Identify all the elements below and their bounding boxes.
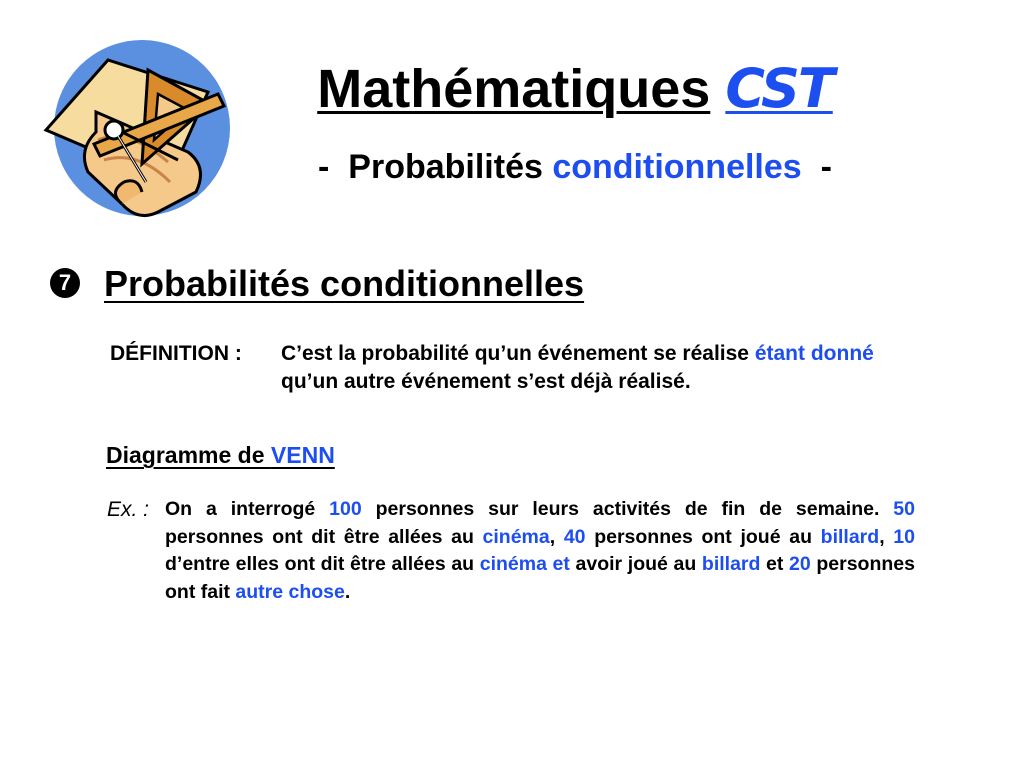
page-subtitle [250, 147, 900, 187]
example-highlight: billard [701, 553, 761, 575]
example-highlight: 40 [563, 525, 586, 548]
example-segment: d’entre elles ont dit être allées au [165, 553, 480, 575]
example-segment: personnes sur leurs activités de fin de semaine. [361, 498, 894, 520]
section-number-badge: 7 [50, 268, 80, 298]
definition-label: DÉFINITION : [110, 342, 242, 365]
example-text [165, 496, 915, 606]
section-heading [50, 262, 584, 306]
example-highlight: 50 [893, 498, 915, 520]
math-tools-clipart-icon [38, 32, 234, 228]
example-highlight: cinéma [482, 525, 550, 548]
example-label: Ex. : [107, 498, 150, 521]
page-title [250, 58, 900, 120]
definition-text-before: C’est la probabilité qu’un événement se réalise [281, 342, 755, 365]
example-segment: On a interrogé [165, 498, 330, 520]
venn-label: Diagramme de [106, 442, 271, 468]
example-segment: , [549, 525, 564, 548]
example-highlight: 10 [893, 525, 915, 548]
example-segment: personnes ont fait [165, 553, 915, 603]
title-accent: CST [725, 57, 833, 120]
definition-text [281, 340, 921, 396]
example-segment: avoir joué au [569, 553, 702, 575]
title-main: Mathématiques [317, 59, 711, 119]
example-segment: personnes ont dit être allées au [165, 525, 483, 548]
example-segment: . [344, 580, 351, 603]
subtitle-dash-left: - [318, 148, 330, 186]
definition-text-after: qu’un autre événement s’est déjà réalisé. [281, 370, 691, 393]
example-segment: personnes ont joué au [585, 525, 821, 548]
venn-highlight: VENN [270, 442, 335, 468]
subtitle-dash-right: - [820, 148, 832, 186]
venn-heading [106, 440, 335, 470]
example-segment: , [879, 525, 894, 548]
definition-highlight: étant donné [754, 342, 874, 365]
example-highlight: 100 [329, 498, 362, 520]
example-highlight: cinéma et [479, 553, 570, 575]
subtitle-word-2: conditionnelles [552, 148, 802, 186]
subtitle-word-1: Probabilités [348, 148, 543, 186]
example-highlight: billard [820, 525, 880, 548]
example-highlight: autre chose [235, 580, 345, 603]
section-title: Probabilités conditionnelles [104, 263, 585, 304]
example-segment: et [760, 553, 790, 575]
example-highlight: 20 [789, 553, 811, 575]
